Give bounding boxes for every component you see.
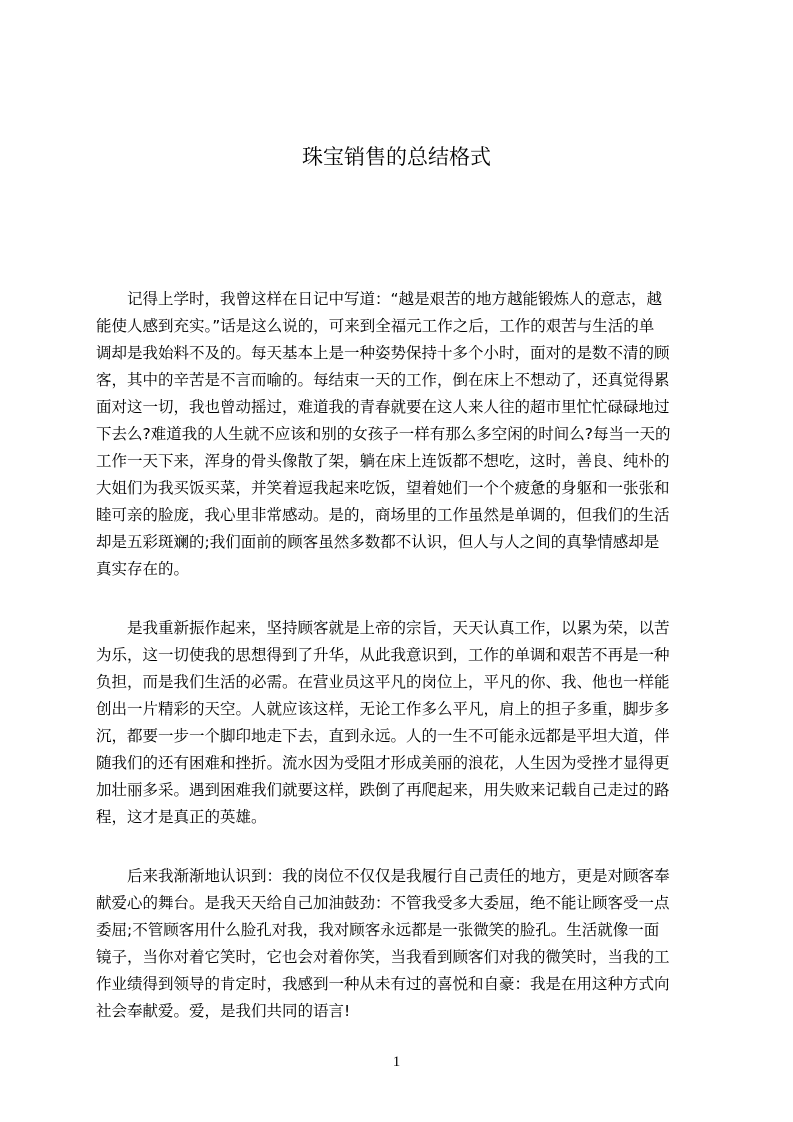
text-line: 后来我渐渐地认识到：我的岗位不仅仅是我履行自己责任的地方，更是对顾客奉 [96,867,670,885]
page-number: 1 [392,1054,401,1070]
text-line: 为乐，这一切使我的思想得到了升华，从此我意识到，工作的单调和艰苦不再是一种 [96,646,670,664]
paragraph-2 [96,615,699,831]
text-line: 客，其中的辛苦是不言而喻的。每结束一天的工作，倒在床上不想动了，还真觉得累 [96,371,670,389]
document-title: 珠宝销售的总结格式 [302,145,491,169]
text-line: 创出一片精彩的天空。人就应该这样，无论工作多么平凡，肩上的担子多重，脚步多 [96,700,670,718]
text-line: 献爱心的舞台。是我天天给自己加油鼓劲：不管我受多大委屈，绝不能让顾客受一点 [96,894,670,912]
text-line: 沉，都要一步一个脚印地走下去，直到永远。人的一生不可能永远都是平坦大道，伴 [96,727,670,745]
text-line: 程，这才是真正的英雄。 [96,808,267,826]
text-line: 工作一天下来，浑身的骨头像散了架，躺在床上连饭都不想吃，这时，善良、纯朴的 [96,452,670,470]
text-line: 却是五彩斑斓的;我们面前的顾客虽然多数都不认识，但人与人之间的真挚情感却是 [96,533,660,551]
text-line: 委屈;不管顾客用什么脸孔对我，我对顾客永远都是一张微笑的脸孔。生活就像一面 [96,921,660,939]
text-line: 面对这一切，我也曾动摇过，难道我的青春就要在这人来人往的超市里忙忙碌碌地过 [96,398,670,416]
text-line: 社会奉献爱。爱，是我们共同的语言! [96,1002,351,1020]
paragraph-1 [96,286,699,583]
text-line: 大姐们为我买饭买菜，并笑着逗我起来吃饭，望着她们一个个疲惫的身躯和一张张和 [96,479,670,497]
text-line: 睦可亲的脸庞，我心里非常感动。是的，商场里的工作虽然是单调的，但我们的生活 [96,506,670,524]
text-line: 下去么?难道我的人生就不应该和别的女孩子一样有那么多空闲的时间么?每当一天的 [96,425,671,443]
text-line: 能使人感到充实。”话是这么说的，可来到全福元工作之后，工作的艰苦与生活的单 [96,317,655,335]
text-line: 记得上学时，我曾这样在日记中写道：“越是艰苦的地方越能锻炼人的意志，越 [96,290,663,308]
text-line: 加壮丽多采。遇到困难我们就要这样，跌倒了再爬起来，用失败来记载自己走过的路 [96,781,670,799]
document-body [96,286,699,1057]
paragraph-3 [96,863,699,1025]
text-line: 作业绩得到领导的肯定时，我感到一种从未有过的喜悦和自豪：我是在用这种方式向 [96,975,670,993]
text-line: 调却是我始料不及的。每天基本上是一种姿势保持十多个小时，面对的是数不清的顾 [96,344,670,362]
text-line: 真实存在的。 [96,560,190,578]
text-line: 镜子，当你对着它笑时，它也会对着你笑，当我看到顾客们对我的微笑时，当我的工 [96,948,670,966]
text-line: 随我们的还有困难和挫折。流水因为受阻才形成美丽的浪花，人生因为受挫才显得更 [96,754,670,772]
text-line: 是我重新振作起来，坚持顾客就是上帝的宗旨，天天认真工作，以累为荣，以苦 [96,619,670,637]
text-line: 负担，而是我们生活的必需。在营业员这平凡的岗位上，平凡的你、我、他也一样能 [96,673,670,691]
